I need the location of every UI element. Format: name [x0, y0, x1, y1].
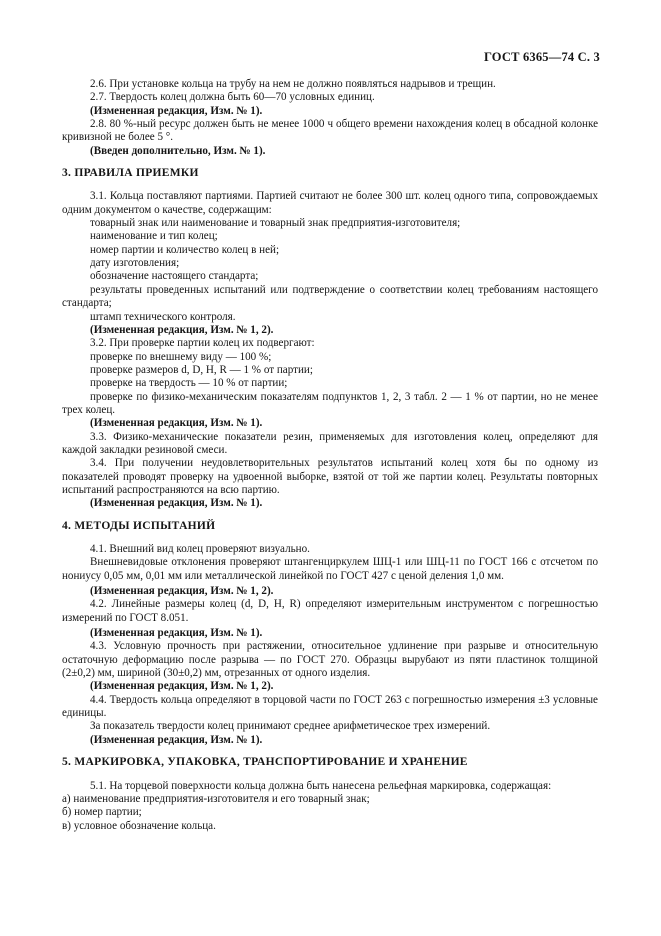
paragraph-4-1: 4.1. Внешний вид колец проверяют визуально.	[90, 543, 310, 555]
amendment-note: (Измененная редакция, Изм. № 1, 2).	[90, 585, 274, 598]
list-item: дату изготовления;	[90, 257, 180, 270]
paragraph-4-2: 4.2. Линейные размеры колец (d, D, H, R) определяют измерительным инструментом с погрешностью измерений по ГОСТ 8.051.	[62, 598, 598, 624]
list-item: результаты проведенных испытаний или подтверждение о соответствии колец требованиям настоящего стандарта;	[62, 283, 598, 310]
list-item: номер партии и количество колец в ней;	[90, 243, 280, 256]
list-item: в) условное обозначение кольца.	[62, 819, 216, 832]
paragraph-4-3: 4.3. Условную прочность при растяжении, относительное удлинение при разрыве и относительную остаточную деформацию после разрыва — по ГОСТ 270. Образцы вырубают из пяти пластинок толщиной (2±0,2) мм, шириной (30±0,2) мм, отрезанных от одного изделия.	[62, 640, 598, 680]
list-item: наименование и тип колец;	[90, 230, 218, 243]
list-item: товарный знак или наименование и товарный знак предприятия-изготовителя;	[90, 217, 461, 230]
section-heading-3: 3. ПРАВИЛА ПРИЕМКИ	[62, 167, 199, 180]
document-body	[62, 78, 598, 833]
section-heading-4: 4. МЕТОДЫ ИСПЫТАНИЙ	[62, 519, 216, 532]
paragraph-3-1: 3.1. Кольца поставляют партиями. Партией считают не более 300 шт. колец одного типа, сопровождаемых одним документом о качестве, содержащим:	[62, 190, 598, 216]
amendment-note: (Измененная редакция, Изм. № 1, 2).	[90, 680, 274, 693]
list-item: проверке по внешнему виду — 100 %;	[90, 350, 272, 363]
list-item: обозначение настоящего стандарта;	[90, 270, 259, 283]
amendment-note: (Измененная редакция, Изм. № 1).	[90, 627, 263, 640]
page-header: ГОСТ 6365—74 С. 3	[483, 50, 600, 64]
paragraph-5-1: 5.1. На торцевой поверхности кольца должна быть нанесена рельефная маркировка, содержащая:	[90, 779, 552, 792]
section-heading-5: 5. МАРКИРОВКА, УПАКОВКА, ТРАНСПОРТИРОВАНИЕ И ХРАНЕНИЕ	[62, 756, 468, 769]
list-item: штамп технического контроля.	[90, 310, 236, 323]
list-item: проверке на твердость — 10 % от партии;	[90, 377, 288, 390]
amendment-note: (Измененная редакция, Изм. № 1, 2).	[90, 323, 274, 336]
paragraph-3-3: 3.3. Физико-механические показатели резин, применяемых для изготовления колец, определяют для каждой закладки резиновой смеси.	[62, 430, 598, 456]
amendment-note: (Измененная редакция, Изм. № 1).	[90, 417, 263, 430]
list-item: б) номер партии;	[62, 806, 142, 819]
amendment-note: (Измененная редакция, Изм. № 1).	[90, 733, 263, 746]
paragraph: За показатель твердости колец принимают среднее арифметическое трех измерений.	[90, 720, 491, 733]
list-item: проверке размеров d, D, H, R — 1 % от партии;	[90, 363, 313, 376]
paragraph-3-4: 3.4. При получении неудовлетворительных результатов испытаний колец хотя бы по одному из показателей проводят проверку на удвоенной выборке, взятой от той же партии колец. Результаты повторных испытаний распространяются на всю партию.	[62, 457, 598, 496]
list-item: а) наименование предприятия-изготовителя и его товарный знак;	[62, 792, 370, 805]
paragraph: Внешневидовые отклонения проверяют штангенциркулем ШЦ-1 или ШЦ-11 по ГОСТ 166 с отсчетом по нониусу 0,05 мм, 0,01 мм или металлической линейкой по ГОСТ 427 с ценой деления 1,0 мм.	[62, 556, 598, 582]
paragraph-2-6: 2.6. При установке кольца на трубу на нем не должно появляться надрывов и трещин.	[90, 78, 496, 90]
paragraph-4-4: 4.4. Твердость кольца определяют в торцовой части по ГОСТ 263 с погрешностью измерения ±3 условные единицы.	[62, 693, 598, 720]
paragraph-2-8: 2.8. 80 %-ный ресурс должен быть не менее 1000 ч общего времени нахождения колец в обсадной колонке кривизной не более 5 °.	[62, 118, 598, 144]
amendment-note: (Введен дополнительно, Изм. № 1).	[90, 144, 266, 157]
amendment-note: (Измененная редакция, Изм. № 1).	[90, 497, 263, 510]
amendment-note: (Измененная редакция, Изм. № 1).	[90, 104, 263, 117]
paragraph-2-7: 2.7. Твердость колец должна быть 60—70 условных единиц.	[90, 91, 375, 104]
list-item: проверке по физико-механическим показателям подпунктов 1, 2, 3 табл. 2 — 1 % от партии, но не менее трех колец.	[62, 390, 598, 416]
paragraph-3-2: 3.2. При проверке партии колец их подвергают:	[90, 337, 315, 350]
